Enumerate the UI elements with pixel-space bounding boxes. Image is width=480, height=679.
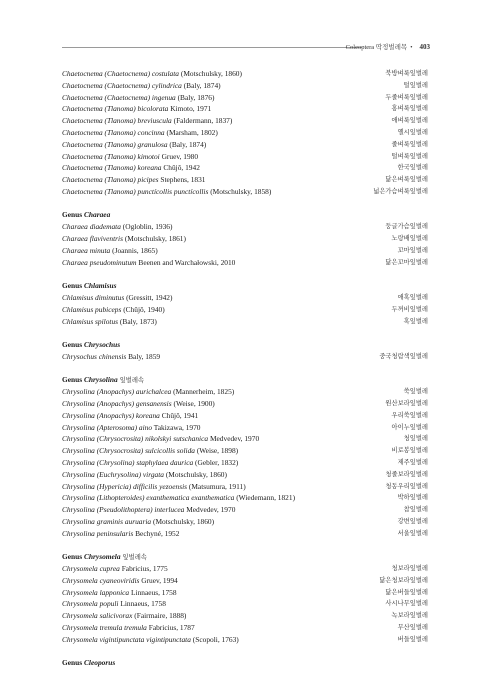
korean-name: 중국청람색잎벌레 xyxy=(379,352,428,360)
korean-name: 청동우리잎벌레 xyxy=(385,482,428,490)
scientific-name xyxy=(62,422,200,434)
scientific-name xyxy=(62,634,239,646)
species-author: Baly, 1859 xyxy=(128,351,161,361)
species-name: Chaetocnema (Tlanoma) koreana xyxy=(62,163,162,173)
species-author: Chûjô, 1941 xyxy=(161,410,199,420)
species-author: Linnaeus, 1758 xyxy=(120,599,166,609)
species-name: Chaetocnema (Chaetocnema) cylindrica xyxy=(62,80,182,90)
genus-label: Genus xyxy=(62,375,83,385)
species-row xyxy=(62,398,428,410)
species-author: (Fairmaire, 1888) xyxy=(134,611,187,621)
korean-name: 꼬마잎벌레 xyxy=(397,246,428,254)
species-row xyxy=(62,587,428,599)
species-name: Charaea pseudominutum xyxy=(62,257,137,267)
species-author: (Weise, 1900) xyxy=(173,398,215,408)
species-author: Takizawa, 1970 xyxy=(153,422,201,432)
scientific-name xyxy=(62,257,235,269)
species-row xyxy=(62,634,428,646)
genus-name: Cleoporus xyxy=(84,658,116,668)
running-head xyxy=(346,40,430,55)
scientific-name xyxy=(62,504,235,516)
genus-name: Chlamisus xyxy=(84,280,117,290)
genus-label: Genus xyxy=(62,658,83,668)
species-name: Chaetocnema (Chaetocnema) costulata xyxy=(62,69,179,78)
species-author: (Motschulsky, 1860) xyxy=(165,469,227,479)
species-row xyxy=(62,610,428,622)
korean-name: 청줄보라잎벌레 xyxy=(385,470,428,478)
species-row xyxy=(62,575,428,587)
species-row xyxy=(62,410,428,422)
genus-label: Genus xyxy=(62,552,83,561)
scientific-name xyxy=(62,115,232,127)
species-author: (Faldermann, 1837) xyxy=(173,116,233,126)
species-author: (Weise, 1898) xyxy=(196,446,239,456)
species-row xyxy=(62,516,428,528)
species-name: Chaetocnema (Chaetocnema) ingenua xyxy=(62,92,176,102)
species-author: (Baly, 1874) xyxy=(183,80,221,90)
genus-heading xyxy=(62,374,428,386)
korean-name: 닮은청보라잎벌레 xyxy=(379,576,428,584)
species-row xyxy=(62,174,428,186)
scientific-name xyxy=(62,304,165,316)
korean-name: 닮은버들잎벌레 xyxy=(385,588,428,596)
scientific-name xyxy=(62,186,271,198)
species-name: Chlamisus diminutus xyxy=(62,292,125,302)
species-row xyxy=(62,445,428,457)
scientific-name xyxy=(62,92,214,104)
species-row xyxy=(62,233,428,245)
species-name: Chrysomela tremula tremula xyxy=(62,622,147,632)
scientific-name xyxy=(62,528,179,540)
species-author: (Baly, 1876) xyxy=(177,92,215,102)
genus-label: Genus xyxy=(62,339,83,349)
scientific-name xyxy=(62,245,158,257)
species-author: (Matsumura, 1911) xyxy=(188,481,246,491)
korean-name: 녹보라잎벌레 xyxy=(391,612,428,620)
scientific-name xyxy=(62,103,211,115)
species-author: (Marsham, 1802) xyxy=(166,127,218,137)
species-author: Gruev, 1994 xyxy=(141,575,178,585)
genus-korean-name: 잎벌레속 xyxy=(119,377,145,385)
species-row xyxy=(62,304,428,316)
korean-name: 애벼룩잎벌레 xyxy=(391,117,428,125)
korean-name: 청잎벌레 xyxy=(403,435,428,443)
species-name: Chaetocnema (Tlanoma) granulosa xyxy=(62,139,168,149)
species-author: (Chûjô, 1940) xyxy=(123,304,165,314)
species-author: (Mannerheim, 1825) xyxy=(173,387,235,397)
korean-name: 닮은꼬마잎벌레 xyxy=(385,258,428,266)
species-name: Chrysolina (Pseudolithoptera) interlucea xyxy=(62,505,185,515)
species-row xyxy=(62,92,428,104)
scientific-name xyxy=(62,457,238,469)
species-row xyxy=(62,127,428,139)
genus-heading xyxy=(62,209,428,221)
species-name: Chrysomela salicivorax xyxy=(62,611,133,621)
species-author: Linnaeus, 1758 xyxy=(131,587,177,597)
species-author: Stephens, 1831 xyxy=(160,175,206,185)
species-author: Bechyné, 1952 xyxy=(135,528,180,538)
scientific-name xyxy=(62,445,238,457)
korean-name: 두줄벼룩잎벌레 xyxy=(385,93,428,101)
species-row xyxy=(62,563,428,575)
species-row xyxy=(62,457,428,469)
korean-name: 서울잎벌레 xyxy=(397,529,428,537)
scientific-name xyxy=(62,139,206,151)
korean-name: 버들잎벌레 xyxy=(397,635,428,643)
species-name: Chrysomela vigintipunctata vigintipunctata xyxy=(62,634,191,644)
species-name: Charaea diademata xyxy=(62,222,121,232)
running-head-title: Coleoptera 딱정벌레목 xyxy=(345,44,408,51)
species-author: Gruev, 1980 xyxy=(161,151,199,161)
species-author: (Motschulsky, 1858) xyxy=(210,186,272,196)
species-author: (Ogloblin, 1936) xyxy=(122,222,173,232)
species-name: Chrysolina (Chrysolina) staphylaea daurica xyxy=(62,457,194,467)
scientific-name xyxy=(62,575,178,587)
species-author: Kimoto, 1971 xyxy=(170,104,212,114)
species-row xyxy=(62,598,428,610)
species-name: Chlamisus spilotus xyxy=(62,316,119,326)
species-row xyxy=(62,139,428,151)
species-name: Chrysolina (Chrysocrosita) sulcicollis solida xyxy=(62,446,195,456)
korean-name: 노랑배잎벌레 xyxy=(391,235,428,243)
species-row xyxy=(62,504,428,516)
korean-name: 원산보라잎벌레 xyxy=(385,399,428,407)
running-head-separator: • xyxy=(410,44,413,51)
korean-name: 한국잎벌레 xyxy=(397,164,428,172)
scientific-name xyxy=(62,398,215,410)
korean-name: 줄벼룩잎벌레 xyxy=(391,140,428,148)
species-author: (Scopoli, 1763) xyxy=(192,634,239,644)
species-name: Charaea flaviventris xyxy=(62,234,123,244)
species-name: Chrysolina (Anopachys) aurichalcea xyxy=(62,387,172,397)
species-author: Beenen and Warchałowski, 2010 xyxy=(138,257,236,267)
scientific-name xyxy=(62,587,177,599)
scientific-name xyxy=(62,162,200,174)
species-row xyxy=(62,481,428,493)
species-name: Chrysolina (Euchrysolina) virgata xyxy=(62,469,164,479)
species-row xyxy=(62,115,428,127)
korean-name: 쑥잎벌레 xyxy=(403,388,428,396)
species-row xyxy=(62,492,428,504)
scientific-name xyxy=(62,598,166,610)
species-author: (Wiedemann, 1821) xyxy=(236,493,296,503)
species-name: Chlamisus pubiceps xyxy=(62,304,122,314)
species-name: Chaetocnema (Tlanoma) kimotoi xyxy=(62,151,160,161)
species-row xyxy=(62,351,428,363)
scientific-name xyxy=(62,80,221,92)
species-name: Chrysolina (Hypericia) difficilis yezoensis xyxy=(62,481,188,491)
korean-name: 애혹잎벌레 xyxy=(397,293,428,301)
scientific-name xyxy=(62,481,246,493)
species-name: Chrysomela cuprea xyxy=(62,564,120,573)
species-name: Chrysomela populi xyxy=(62,599,119,609)
scientific-name xyxy=(62,516,214,528)
header-rule xyxy=(62,47,362,48)
scientific-name xyxy=(62,410,198,422)
species-row xyxy=(62,316,428,328)
genus-heading xyxy=(62,551,428,563)
korean-name: 박하잎벌레 xyxy=(397,494,428,502)
species-row xyxy=(62,221,428,233)
korean-name: 혹잎벌레 xyxy=(403,317,428,325)
genus-name: Chrysomela xyxy=(84,552,121,561)
species-author: Fabricius, 1787 xyxy=(148,622,195,632)
scientific-name xyxy=(62,492,295,504)
species-row xyxy=(62,245,428,257)
korean-name: 비로봉잎벌레 xyxy=(391,447,428,455)
species-name: Chrysolina (Anopachys) gensanensis xyxy=(62,398,172,408)
scientific-name xyxy=(62,563,168,575)
genus-heading xyxy=(62,280,428,292)
korean-name: 털잎벌레 xyxy=(403,81,428,89)
korean-name: 홍벼룩잎벌레 xyxy=(391,105,428,113)
scientific-name xyxy=(62,351,160,363)
genus-name: Charaea xyxy=(84,210,111,220)
korean-name: 사시나무잎벌레 xyxy=(385,600,428,608)
species-checklist xyxy=(62,68,428,669)
scientific-name xyxy=(62,127,218,139)
species-author: (Gebler, 1832) xyxy=(195,457,239,467)
species-row xyxy=(62,103,428,115)
species-name: Chrysomela lapponica xyxy=(62,587,130,597)
korean-name: 옐시잎벌레 xyxy=(397,128,428,136)
korean-name: 무산잎벌레 xyxy=(397,623,428,631)
scientific-name xyxy=(62,469,227,481)
species-author: Medvedev, 1970 xyxy=(209,434,260,444)
species-name: Chaetocnema (Tlanoma) breviuscula xyxy=(62,116,172,126)
korean-name: 우리쑥잎벌레 xyxy=(391,411,428,419)
species-name: Chrysolina peninsularis xyxy=(62,528,134,538)
scientific-name xyxy=(62,151,198,163)
species-author: (Motschulsky, 1860) xyxy=(180,69,242,78)
species-author: (Joannis, 1865) xyxy=(112,245,158,255)
species-name: Chaetocnema (Tlanoma) concinna xyxy=(62,127,165,137)
species-row xyxy=(62,162,428,174)
species-name: Chaetocnema (Tlanoma) bicolorata xyxy=(62,104,169,114)
scientific-name xyxy=(62,292,172,304)
korean-name: 털벼룩잎벌레 xyxy=(391,152,428,160)
species-name: Chaetocnema (Tlanoma) punctícollis punctícollis xyxy=(62,186,209,196)
species-row xyxy=(62,292,428,304)
genus-label: Genus xyxy=(62,210,83,220)
korean-name: 넓은가슴벼룩잎벌레 xyxy=(373,187,428,195)
korean-name: 아이누잎벌레 xyxy=(391,423,428,431)
scientific-name xyxy=(62,221,172,233)
species-name: Charaea minuta xyxy=(62,245,111,255)
korean-name: 강변잎벌레 xyxy=(397,517,428,525)
page-number: 403 xyxy=(419,43,430,51)
scientific-name xyxy=(62,433,259,445)
species-row xyxy=(62,422,428,434)
species-row xyxy=(62,151,428,163)
scientific-name xyxy=(62,610,186,622)
species-author: (Motschulsky, 1860) xyxy=(152,516,215,526)
scientific-name xyxy=(62,386,234,398)
korean-name: 두꺼비잎벌레 xyxy=(391,305,428,313)
korean-name: 청보라잎벌레 xyxy=(391,565,428,572)
korean-name: 제주잎벌레 xyxy=(397,458,428,466)
species-name: Chrysolina (Lithopteroides) exanthematica exanthematica xyxy=(62,493,235,503)
genus-name: Chrysochus xyxy=(84,339,121,349)
species-name: Chrysolina (Apterosoma) aino xyxy=(62,422,153,432)
species-name: Chaetocnema (Tlanoma) picipes xyxy=(62,175,159,185)
genus-name: Chrysolina xyxy=(84,375,118,385)
genus-label: Genus xyxy=(62,280,83,290)
korean-name: 둥글가슴잎벌레 xyxy=(385,223,428,231)
korean-name: 닮은벼룩잎벌레 xyxy=(385,176,428,184)
genus-heading xyxy=(62,339,428,351)
species-row xyxy=(62,622,428,634)
species-author: (Baly, 1874) xyxy=(169,139,207,149)
scientific-name xyxy=(62,622,195,634)
scientific-name xyxy=(62,68,242,80)
species-row xyxy=(62,433,428,445)
species-author: (Gressitt, 1942) xyxy=(126,292,173,302)
species-row xyxy=(62,186,428,198)
scientific-name xyxy=(62,316,157,328)
species-name: Chrysomela cyaneoviridis xyxy=(62,575,140,585)
genus-korean-name: 잎벌레속 xyxy=(122,554,147,561)
species-author: (Baly, 1873) xyxy=(119,316,157,326)
species-row xyxy=(62,80,428,92)
species-row xyxy=(62,528,428,540)
species-row xyxy=(62,68,428,80)
scientific-name xyxy=(62,233,186,245)
species-row xyxy=(62,257,428,269)
scientific-name xyxy=(62,174,206,186)
species-row xyxy=(62,469,428,481)
species-name: Chrysolina (Chrysocrosita) nikolskyi sutschanica xyxy=(62,434,209,444)
korean-name: 북방벼룩잎벌레 xyxy=(385,70,428,77)
korean-name: 참잎벌레 xyxy=(403,506,428,514)
species-author: Chûjô, 1942 xyxy=(163,163,200,173)
species-row xyxy=(62,386,428,398)
species-author: Medvedev, 1970 xyxy=(186,505,236,515)
species-name: Chrysochus chinensis xyxy=(62,351,127,361)
species-author: (Motschulsky, 1861) xyxy=(124,234,186,244)
page-header xyxy=(0,40,480,54)
species-name: Chrysolina graminis auruaria xyxy=(62,516,152,526)
species-author: Fabricius, 1775 xyxy=(121,564,168,573)
genus-heading xyxy=(62,657,428,669)
species-name: Chrysolina (Anopachys) koreana xyxy=(62,410,160,420)
